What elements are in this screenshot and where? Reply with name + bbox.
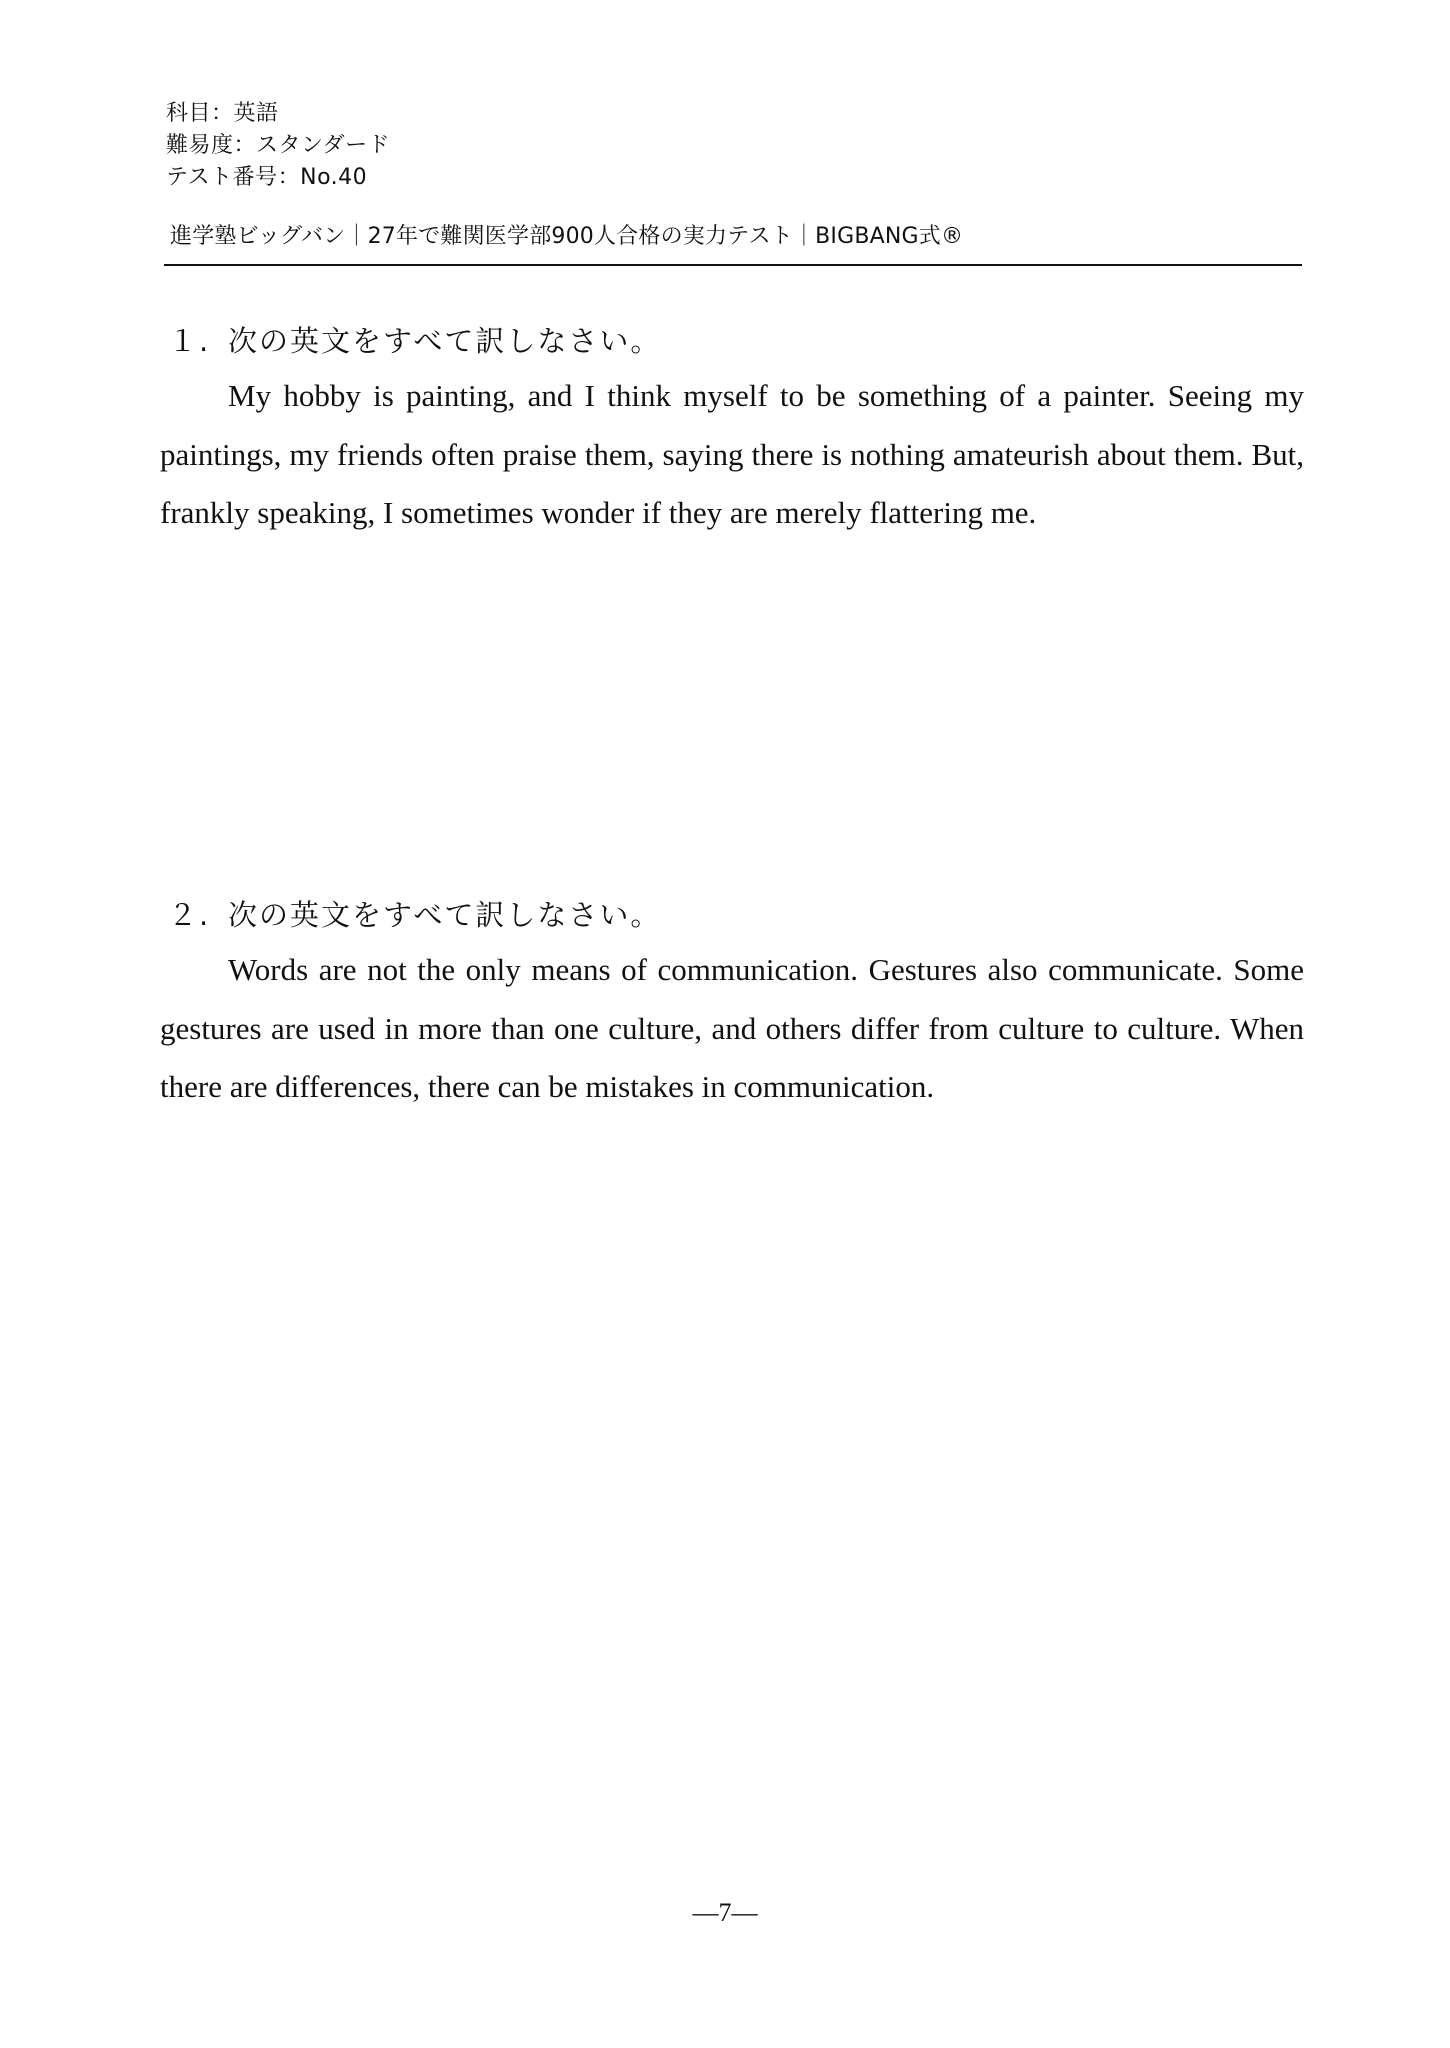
document-meta bbox=[166, 98, 390, 194]
question-1-heading bbox=[160, 318, 1304, 364]
question-2 bbox=[160, 892, 1304, 1117]
page-number: —7— bbox=[692, 1898, 758, 1927]
question-2-passage: Words are not the only means of communication. Gestures also communicate. Some gestures are used in more than one culture, and others differ from culture to culture. When there are differences, there can be mistakes in communication. bbox=[160, 952, 1304, 1104]
question-2-instruction: 次の英文をすべて訳しなさい。 bbox=[228, 898, 662, 932]
subject-label: 科目：英語 bbox=[166, 101, 279, 126]
question-1 bbox=[160, 318, 1304, 543]
site-header-title: 進学塾ビッグバン｜27年で難関医学部900人合格の実力テスト｜BIGBANG式® bbox=[170, 224, 964, 249]
difficulty-label: 難易度：スタンダード bbox=[166, 133, 391, 158]
question-1-passage: My hobby is painting, and I think myself to be something of a painter. Seeing my paintings, my friends often praise them, saying there is nothing amateurish about them. But, frankly speaking, I sometimes wonder if they are merely flattering me. bbox=[160, 378, 1304, 530]
question-2-number: ２. bbox=[168, 898, 211, 932]
question-1-instruction: 次の英文をすべて訳しなさい。 bbox=[228, 324, 662, 358]
question-1-number: １. bbox=[168, 324, 211, 358]
question-2-heading bbox=[160, 892, 1304, 938]
header-divider bbox=[164, 264, 1302, 266]
test-number-label: テスト番号：No.40 bbox=[166, 165, 368, 190]
